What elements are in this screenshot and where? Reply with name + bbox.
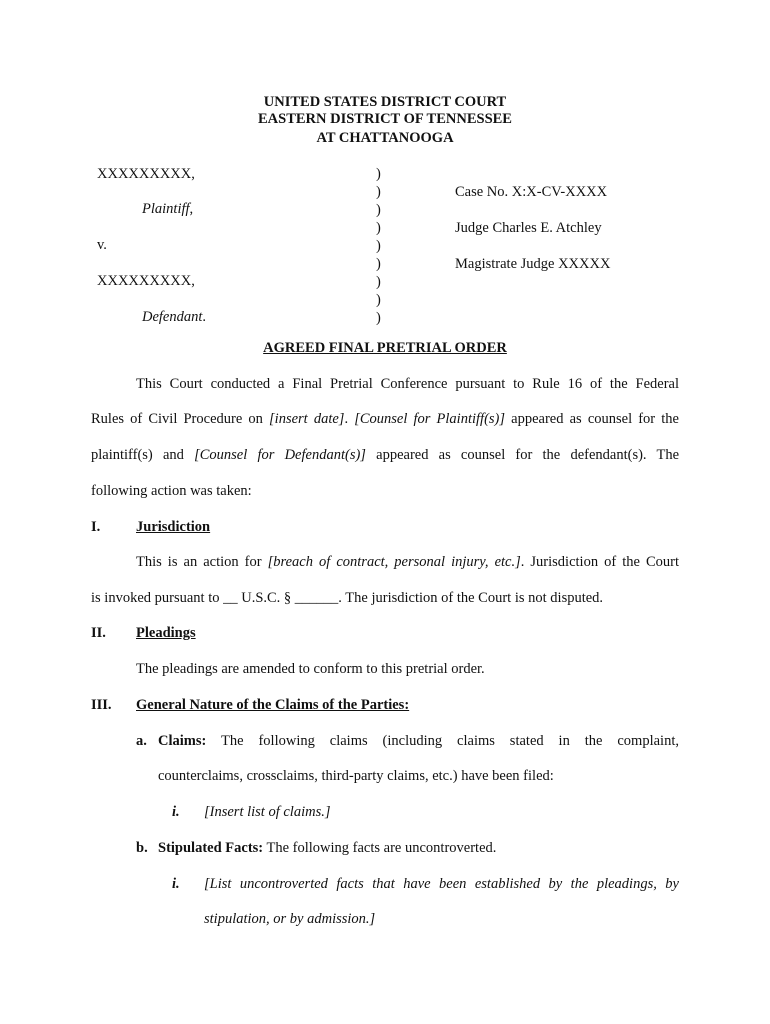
court-district: EASTERN DISTRICT OF TENNESSEE xyxy=(258,111,512,127)
judge-name: Judge Charles E. Atchley xyxy=(455,220,602,236)
item-a-i-number: i. xyxy=(172,804,180,820)
paren: ) xyxy=(376,310,381,326)
item-a-line-1: Claims: The following claims (including claims stated in the complaint, xyxy=(158,733,679,749)
order-title: AGREED FINAL PRETRIAL ORDER xyxy=(263,340,507,356)
plaintiff-role: Plaintiff, xyxy=(142,201,194,217)
item-b-i-line-1: [List uncontroverted facts that have been established by the pleadings, by xyxy=(204,876,679,892)
section-3-number: III. xyxy=(91,697,112,713)
section-1-number: I. xyxy=(91,519,101,535)
plaintiff-name: XXXXXXXXX, xyxy=(97,166,195,182)
item-a-i-text: [Insert list of claims.] xyxy=(204,804,331,820)
court-name: UNITED STATES DISTRICT COURT xyxy=(263,94,507,110)
paren: ) xyxy=(376,256,381,272)
item-a-label: a. xyxy=(136,733,147,749)
item-a-line-2: counterclaims, crossclaims, third-party claims, etc.) have been filed: xyxy=(158,768,554,784)
paren: ) xyxy=(376,220,381,236)
section-2-number: II. xyxy=(91,625,106,641)
versus-label: v. xyxy=(97,237,107,253)
paren: ) xyxy=(376,184,381,200)
section-2-title: Pleadings xyxy=(136,625,196,641)
intro-line-3: plaintiff(s) and [Counsel for Defendant(s)] appeared as counsel for the defendant(s). The xyxy=(91,447,680,463)
paren: ) xyxy=(376,202,381,218)
item-b-line-1: Stipulated Facts: The following facts are uncontroverted. xyxy=(158,840,497,856)
section-1-line-1: This is an action for [breach of contract, personal injury, etc.]. Jurisdiction of the Court xyxy=(136,554,679,570)
court-location: AT CHATTANOOGA xyxy=(316,130,454,146)
intro-line-1: This Court conducted a Final Pretrial Conference pursuant to Rule 16 of the Federal xyxy=(136,376,679,392)
section-1-line-2: is invoked pursuant to __ U.S.C. § ______. The jurisdiction of the Court is not disputed. xyxy=(91,590,604,606)
defendant-role: Defendant. xyxy=(142,309,207,325)
item-b-i-line-2: stipulation, or by admission.] xyxy=(204,911,376,927)
paren: ) xyxy=(376,238,381,254)
section-2-line-1: The pleadings are amended to conform to this pretrial order. xyxy=(136,661,485,677)
item-b-label: b. xyxy=(136,840,148,856)
section-3-title: General Nature of the Claims of the Parties: xyxy=(136,697,410,713)
intro-line-4: following action was taken: xyxy=(91,483,252,499)
case-number: Case No. X:X-CV-XXXX xyxy=(455,184,608,200)
section-1-title: Jurisdiction xyxy=(136,519,211,535)
intro-line-2: Rules of Civil Procedure on [insert date]. [Counsel for Plaintiff(s)] appeared as counsel for the xyxy=(91,411,679,427)
paren: ) xyxy=(376,166,381,182)
paren: ) xyxy=(376,292,381,308)
item-b-i-number: i. xyxy=(172,876,180,892)
defendant-name: XXXXXXXXX, xyxy=(97,273,195,289)
paren: ) xyxy=(376,274,381,290)
magistrate-judge: Magistrate Judge XXXXX xyxy=(455,256,611,272)
caption-parentheses xyxy=(376,165,381,327)
